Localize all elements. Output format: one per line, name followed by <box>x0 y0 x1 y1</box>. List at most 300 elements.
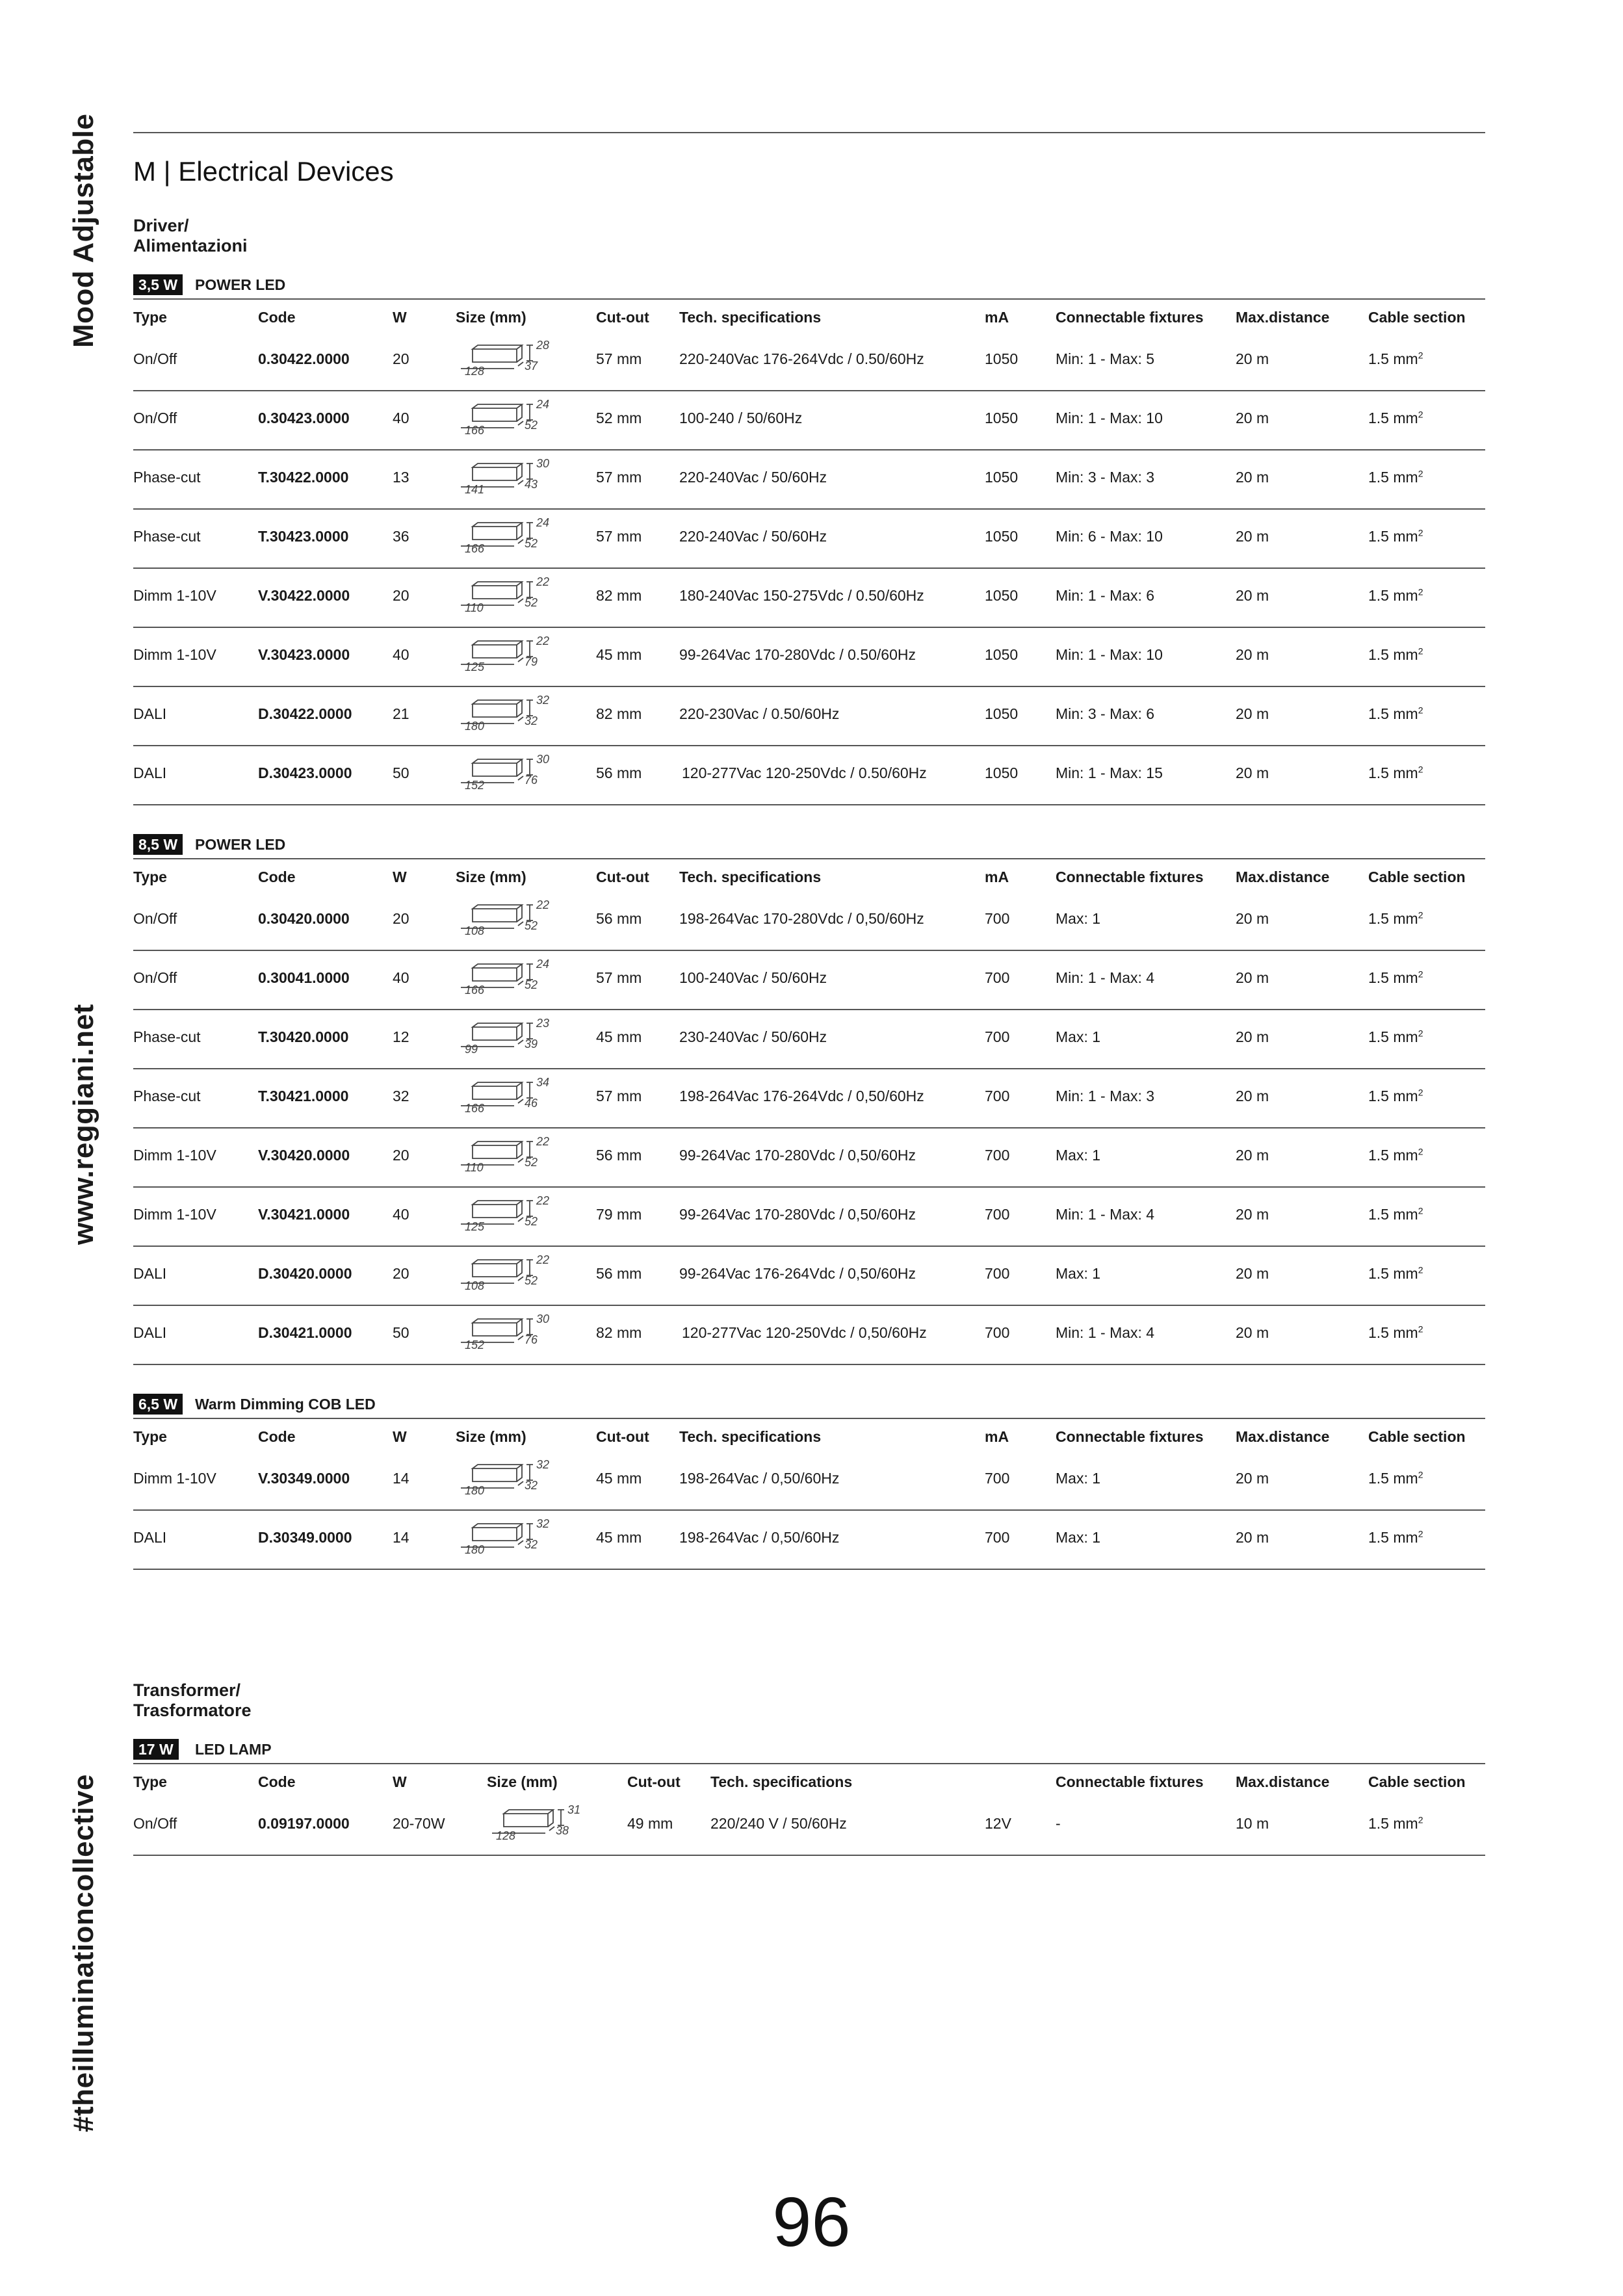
cell-w-text: 40 <box>393 410 409 426</box>
cell-distance-text: 20 m <box>1236 1265 1269 1282</box>
cell-fixtures-text: Min: 1 - Max: 4 <box>1056 1324 1155 1341</box>
cell-fixtures <box>1056 1028 1100 1046</box>
cell-ma <box>985 1529 1009 1546</box>
cell-cable-text: 1.5 mm <box>1368 1088 1418 1104</box>
table-row <box>133 746 1485 805</box>
cell-tech <box>679 1529 839 1546</box>
size-drawing <box>458 514 562 560</box>
size-length[interactable]: 152 <box>465 779 485 792</box>
group-label <box>133 1737 1485 1763</box>
cell-type-text: Dimm 1-10V <box>133 1147 216 1164</box>
header-size: Size (mm) <box>456 1428 526 1445</box>
cell-fixtures-text: Min: 1 - Max: 5 <box>1056 350 1155 367</box>
cell-cable-text: 1.5 mm <box>1368 646 1418 663</box>
cell-w-text: 40 <box>393 1206 409 1223</box>
size-depth[interactable]: 39 <box>525 1037 538 1050</box>
cell-fixtures-text: Min: 1 - Max: 10 <box>1056 410 1163 426</box>
size-depth[interactable]: 43 <box>525 478 538 491</box>
size-height[interactable]: 22 <box>536 898 550 911</box>
size-drawing <box>458 573 562 620</box>
cell-cutout <box>596 910 642 928</box>
cell-cable <box>1368 1206 1423 1223</box>
size-depth[interactable]: 76 <box>525 774 538 787</box>
header-w: W <box>393 1428 407 1445</box>
cell-distance-text: 10 m <box>1236 1815 1269 1832</box>
header-ma: mA <box>985 309 1009 326</box>
header-w: W <box>393 309 407 326</box>
cable-superscript: 2 <box>1418 409 1423 420</box>
table-row <box>133 1511 1485 1570</box>
cell-w <box>393 1147 409 1164</box>
size-height[interactable]: 34 <box>536 1076 550 1089</box>
cell-cutout-text: 56 mm <box>596 910 642 927</box>
size-height[interactable]: 22 <box>536 575 550 588</box>
size-length[interactable]: 108 <box>465 1279 485 1292</box>
cell-ma-text: 1050 <box>985 410 1019 426</box>
cell-fixtures <box>1056 910 1100 928</box>
table-row <box>133 510 1485 569</box>
cell-code <box>258 1815 350 1833</box>
cell-cutout <box>596 764 642 782</box>
cell-distance <box>1236 910 1269 928</box>
cable-superscript: 2 <box>1418 764 1423 775</box>
cell-tech-text: 100-240 / 50/60Hz <box>679 410 803 426</box>
cell-code <box>258 528 348 545</box>
size-length[interactable]: 141 <box>465 483 485 496</box>
cell-distance <box>1236 969 1269 987</box>
size-length[interactable]: 110 <box>465 601 484 614</box>
cell-fixtures-text: Max: 1 <box>1056 1529 1101 1546</box>
cell-cutout-text: 45 mm <box>596 1028 642 1045</box>
cell-cutout <box>596 469 642 486</box>
cell-fixtures <box>1056 969 1154 987</box>
size-height[interactable]: 22 <box>536 1194 550 1207</box>
size-length[interactable]: 166 <box>465 424 485 437</box>
cell-distance-text: 20 m <box>1236 1206 1269 1223</box>
table-row <box>133 951 1485 1010</box>
header-cutout: Cut-out <box>596 1428 649 1445</box>
transformer-section-heading <box>133 1680 252 1721</box>
size-drawing <box>458 336 562 383</box>
cell-code <box>258 1324 352 1342</box>
cell-fixtures <box>1056 1815 1061 1833</box>
cell-cable <box>1368 587 1423 605</box>
size-length[interactable]: 125 <box>465 660 485 673</box>
size-drawing <box>458 1310 562 1357</box>
cell-ma-text: 700 <box>985 969 1010 986</box>
cell-distance <box>1236 469 1269 486</box>
cell-w <box>393 1470 409 1487</box>
size-height[interactable]: 30 <box>536 753 550 766</box>
size-depth[interactable]: 32 <box>525 1538 538 1551</box>
table-row <box>133 1797 1485 1856</box>
cell-fixtures <box>1056 1529 1100 1546</box>
cell-cutout <box>596 410 642 427</box>
cell-code-text: 0.30041.0000 <box>258 969 350 986</box>
size-height[interactable]: 23 <box>536 1017 550 1030</box>
cell-cutout-text: 52 mm <box>596 410 642 426</box>
cell-tech-text: 180-240Vac 150-275Vdc / 0.50/60Hz <box>679 587 924 604</box>
size-depth[interactable]: 52 <box>525 919 538 932</box>
header-code: Code <box>258 1428 296 1445</box>
header-code: Code <box>258 868 296 885</box>
header-tech: Tech. specifications <box>679 868 822 885</box>
cell-ma <box>985 1028 1009 1046</box>
cell-w-text: 20 <box>393 1147 409 1164</box>
cell-fixtures-text: Min: 1 - Max: 4 <box>1056 969 1155 986</box>
size-length[interactable]: 110 <box>465 1161 484 1174</box>
cell-code-text: T.30421.0000 <box>258 1088 349 1104</box>
size-drawing <box>458 1251 562 1298</box>
driver-heading-line1: Driver/ <box>133 216 189 235</box>
cell-ma <box>985 1088 1009 1105</box>
cable-superscript: 2 <box>1418 1205 1423 1216</box>
table-row <box>133 569 1485 628</box>
cell-tech-text: 220/240 V / 50/60Hz <box>710 1815 847 1832</box>
cell-cable-text: 1.5 mm <box>1368 1815 1418 1832</box>
cell-fixtures-text: - <box>1056 1815 1061 1832</box>
page-title: M | Electrical Devices <box>133 156 394 187</box>
size-height[interactable]: 28 <box>536 339 550 352</box>
size-drawing <box>458 454 562 501</box>
cell-cable <box>1368 1470 1423 1487</box>
cell-distance-text: 20 m <box>1236 910 1269 927</box>
size-length[interactable]: 180 <box>465 1484 485 1497</box>
size-depth[interactable]: 79 <box>525 655 538 668</box>
table-row <box>133 892 1485 951</box>
cell-distance <box>1236 350 1269 368</box>
cell-code <box>258 587 350 605</box>
cell-cable <box>1368 1529 1423 1546</box>
cell-code-text: T.30423.0000 <box>258 528 349 545</box>
size-length[interactable]: 128 <box>496 1829 516 1842</box>
header-fixtures: Connectable fixtures <box>1056 309 1204 326</box>
cell-tech <box>682 764 927 782</box>
cell-type <box>133 469 201 486</box>
size-depth[interactable]: 32 <box>525 714 538 727</box>
cell-distance-text: 20 m <box>1236 764 1269 781</box>
cell-distance <box>1236 410 1269 427</box>
cell-cable-text: 1.5 mm <box>1368 1324 1418 1341</box>
size-length[interactable]: 128 <box>465 365 485 378</box>
cell-code <box>258 764 352 782</box>
size-depth[interactable]: 52 <box>525 1274 538 1287</box>
size-drawing <box>458 1192 562 1238</box>
size-depth[interactable]: 37 <box>525 359 538 372</box>
size-depth[interactable]: 52 <box>525 1156 538 1169</box>
cell-ma-text: 700 <box>985 1324 1010 1341</box>
cell-tech-text: 120-277Vac 120-250Vdc / 0,50/60Hz <box>682 1324 927 1341</box>
cable-superscript: 2 <box>1418 1028 1423 1039</box>
size-length[interactable]: 180 <box>465 720 485 733</box>
cell-ma <box>985 528 1018 545</box>
cell-distance <box>1236 764 1269 782</box>
cell-w-text: 32 <box>393 1088 409 1104</box>
cell-cutout-text: 45 mm <box>596 1529 642 1546</box>
cell-distance-text: 20 m <box>1236 969 1269 986</box>
cell-distance-text: 20 m <box>1236 1529 1269 1546</box>
size-drawing <box>458 691 562 738</box>
table-group-transformer <box>133 1737 1485 1856</box>
cell-distance-text: 20 m <box>1236 1470 1269 1487</box>
cell-w-text: 20 <box>393 910 409 927</box>
cell-type <box>133 1815 177 1833</box>
cell-code-text: V.30421.0000 <box>258 1206 350 1223</box>
cell-output-voltage: 12V <box>985 1815 1011 1832</box>
size-height[interactable]: 32 <box>536 1458 550 1471</box>
size-depth[interactable]: 38 <box>556 1824 569 1837</box>
size-depth[interactable]: 52 <box>525 978 538 991</box>
header-cable: Cable section <box>1368 868 1466 885</box>
size-height[interactable]: 31 <box>567 1803 581 1816</box>
cell-tech-text: 230-240Vac / 50/60Hz <box>679 1028 827 1045</box>
side-text-hashtag: #theilluminationcollective <box>68 1774 99 2132</box>
cell-cutout-text: 45 mm <box>596 646 642 663</box>
cell-code-text: D.30423.0000 <box>258 764 352 781</box>
page-number: 96 <box>772 2182 851 2261</box>
cell-fixtures <box>1056 1088 1154 1105</box>
cell-fixtures <box>1056 705 1154 723</box>
cell-cable-text: 1.5 mm <box>1368 587 1418 604</box>
cell-ma-text: 700 <box>985 1206 1010 1223</box>
cell-tech-text: 198-264Vac 170-280Vdc / 0,50/60Hz <box>679 910 924 927</box>
cell-w-text: 20-70W <box>393 1815 445 1832</box>
cell-w <box>393 1529 409 1546</box>
cell-cutout <box>596 646 642 664</box>
cell-cable-text: 1.5 mm <box>1368 1265 1418 1282</box>
cell-cable-text: 1.5 mm <box>1368 1529 1418 1546</box>
cell-cutout <box>596 705 642 723</box>
cell-w <box>393 1324 409 1342</box>
size-height[interactable]: 24 <box>536 958 550 971</box>
cell-ma-text: 1050 <box>985 587 1019 604</box>
cell-tech <box>679 1028 827 1046</box>
cell-distance-text: 20 m <box>1236 1147 1269 1164</box>
cell-code-text: V.30420.0000 <box>258 1147 350 1164</box>
table-row <box>133 1069 1485 1128</box>
cell-cutout <box>596 350 642 368</box>
cell-cutout <box>596 1206 642 1223</box>
size-height[interactable]: 32 <box>536 1517 550 1530</box>
cell-cutout-text: 45 mm <box>596 1470 642 1487</box>
cable-superscript: 2 <box>1418 468 1423 479</box>
cell-fixtures <box>1056 410 1163 427</box>
size-length[interactable]: 108 <box>465 924 485 937</box>
cell-cutout <box>596 1324 642 1342</box>
cell-tech-text: 198-264Vac / 0,50/60Hz <box>679 1470 840 1487</box>
cell-code <box>258 910 350 928</box>
table-row <box>133 1452 1485 1511</box>
size-height[interactable]: 32 <box>536 694 550 707</box>
size-height[interactable]: 30 <box>536 457 550 470</box>
table-row <box>133 391 1485 450</box>
cell-cable-text: 1.5 mm <box>1368 1028 1418 1045</box>
cell-cutout <box>596 969 642 987</box>
cell-cable <box>1368 764 1423 782</box>
cell-fixtures <box>1056 1265 1100 1283</box>
size-depth[interactable]: 52 <box>525 596 538 609</box>
table-header <box>133 858 1485 892</box>
size-length[interactable]: 99 <box>465 1043 478 1056</box>
cell-ma-text: 1050 <box>985 350 1019 367</box>
cell-code-text: D.30420.0000 <box>258 1265 352 1282</box>
driver-section-heading <box>133 216 248 256</box>
cell-cutout-text: 57 mm <box>596 528 642 545</box>
size-length[interactable]: 166 <box>465 1102 485 1115</box>
cell-code-text: D.30422.0000 <box>258 705 352 722</box>
cell-code <box>258 705 352 723</box>
size-height[interactable]: 22 <box>536 1135 550 1148</box>
size-length[interactable]: 166 <box>465 542 485 555</box>
header-size: Size (mm) <box>456 309 526 326</box>
cell-tech <box>679 350 924 368</box>
cell-fixtures <box>1056 528 1163 545</box>
cell-fixtures-text: Min: 1 - Max: 4 <box>1056 1206 1155 1223</box>
cell-cutout <box>596 1265 642 1283</box>
cell-distance <box>1236 705 1269 723</box>
cell-ma <box>985 350 1018 368</box>
cell-ma <box>985 587 1018 605</box>
cell-ma <box>985 910 1009 928</box>
cell-tech-text: 99-264Vac 170-280Vdc / 0,50/60Hz <box>679 1147 916 1164</box>
cell-w <box>393 350 409 368</box>
size-drawing <box>458 1455 562 1502</box>
size-depth[interactable]: 32 <box>525 1479 538 1492</box>
header-type: Type <box>133 309 167 326</box>
cell-fixtures-text: Min: 1 - Max: 3 <box>1056 1088 1155 1104</box>
header-size: Size (mm) <box>487 1773 558 1790</box>
cell-cable <box>1368 350 1423 368</box>
cell-ma <box>985 764 1018 782</box>
size-depth[interactable]: 76 <box>525 1333 538 1346</box>
header-fixtures: Connectable fixtures <box>1056 1428 1204 1445</box>
cell-ma-text: 700 <box>985 1147 1010 1164</box>
size-drawing <box>458 1515 562 1561</box>
cell-type <box>133 969 177 987</box>
cell-fixtures-text: Min: 3 - Max: 3 <box>1056 469 1155 486</box>
size-height[interactable]: 24 <box>536 516 550 529</box>
cell-w <box>393 1028 409 1046</box>
size-length[interactable]: 152 <box>465 1338 485 1351</box>
cell-w-text: 14 <box>393 1470 409 1487</box>
size-length[interactable]: 166 <box>465 984 485 997</box>
size-drawing <box>458 1014 562 1061</box>
cell-fixtures <box>1056 1324 1154 1342</box>
table-row <box>133 1010 1485 1069</box>
cell-cable <box>1368 528 1423 545</box>
size-drawing <box>489 1801 593 1847</box>
size-length[interactable]: 180 <box>465 1543 485 1556</box>
header-tech: Tech. specifications <box>679 1428 822 1445</box>
cell-fixtures-text: Min: 3 - Max: 6 <box>1056 705 1155 722</box>
cell-code <box>258 410 350 427</box>
header-type: Type <box>133 868 167 885</box>
cell-code-text: 0.30422.0000 <box>258 350 350 367</box>
cell-tech <box>679 969 827 987</box>
cell-distance-text: 20 m <box>1236 528 1269 545</box>
cell-type <box>133 910 177 928</box>
wattage-badge: 6,5 W <box>133 1394 183 1415</box>
table-group-3-5w <box>133 272 1485 805</box>
header-cable: Cable section <box>1368 1773 1466 1790</box>
header-distance: Max.distance <box>1236 309 1330 326</box>
cell-type <box>133 764 166 782</box>
cell-w-text: 50 <box>393 1324 409 1341</box>
cell-distance <box>1236 1147 1269 1164</box>
cell-ma-text: 700 <box>985 1529 1010 1546</box>
cell-w-text: 20 <box>393 350 409 367</box>
cable-superscript: 2 <box>1418 1469 1423 1480</box>
cell-w <box>393 469 409 486</box>
cell-cutout-text: 82 mm <box>596 1324 642 1341</box>
size-depth[interactable]: 52 <box>525 537 538 550</box>
header-fixtures: Connectable fixtures <box>1056 868 1204 885</box>
size-length[interactable]: 125 <box>465 1220 485 1233</box>
cell-w <box>393 587 409 605</box>
cell-tech-text: 220-240Vac / 50/60Hz <box>679 528 827 545</box>
cell-fixtures <box>1056 646 1163 664</box>
cell-ma-text: 700 <box>985 1265 1010 1282</box>
cell-tech-text: 198-264Vac / 0,50/60Hz <box>679 1529 840 1546</box>
cell-code <box>258 1470 350 1487</box>
cell-cutout <box>596 587 642 605</box>
cell-w <box>393 969 409 987</box>
size-height[interactable]: 30 <box>536 1312 550 1325</box>
cell-type <box>133 410 177 427</box>
size-height[interactable]: 22 <box>536 1253 550 1266</box>
cell-type-text: DALI <box>133 1529 167 1546</box>
cell-type <box>133 1265 166 1283</box>
size-height[interactable]: 24 <box>536 398 550 411</box>
size-depth[interactable]: 52 <box>525 1215 538 1228</box>
cell-fixtures-text: Max: 1 <box>1056 1470 1101 1487</box>
cell-cable <box>1368 1088 1423 1105</box>
cell-tech <box>679 1206 916 1223</box>
cell-type-text: DALI <box>133 1265 167 1282</box>
side-text-website: www.reggiani.net <box>68 1004 99 1245</box>
table-row <box>133 1128 1485 1188</box>
cell-w <box>393 1088 409 1105</box>
cell-ma <box>985 1147 1009 1164</box>
cell-tech <box>679 646 916 664</box>
size-depth[interactable]: 46 <box>525 1097 538 1110</box>
cell-cable-text: 1.5 mm <box>1368 1147 1418 1164</box>
cell-distance-text: 20 m <box>1236 1324 1269 1341</box>
cell-tech-text: 220-240Vac / 50/60Hz <box>679 469 827 486</box>
size-drawing <box>458 395 562 442</box>
cell-distance <box>1236 1470 1269 1487</box>
size-height[interactable]: 22 <box>536 634 550 647</box>
cell-type-text: Dimm 1-10V <box>133 1206 216 1223</box>
cell-w <box>393 910 409 928</box>
cell-distance <box>1236 1206 1269 1223</box>
cell-cable <box>1368 646 1423 664</box>
cell-type <box>133 587 216 605</box>
cell-tech-text: 220-240Vac 176-264Vdc / 0.50/60Hz <box>679 350 924 367</box>
top-divider <box>133 132 1485 133</box>
cell-fixtures-text: Min: 1 - Max: 15 <box>1056 764 1163 781</box>
cell-distance-text: 20 m <box>1236 587 1269 604</box>
cell-w-text: 12 <box>393 1028 409 1045</box>
cell-code-text: T.30422.0000 <box>258 469 349 486</box>
size-depth[interactable]: 52 <box>525 419 538 432</box>
cell-w-text: 50 <box>393 764 409 781</box>
table-header <box>133 298 1485 332</box>
group-name: Warm Dimming COB LED <box>195 1396 376 1413</box>
header-ma: mA <box>985 1428 1009 1445</box>
cell-ma-text: 700 <box>985 910 1010 927</box>
cell-type <box>133 1206 216 1223</box>
